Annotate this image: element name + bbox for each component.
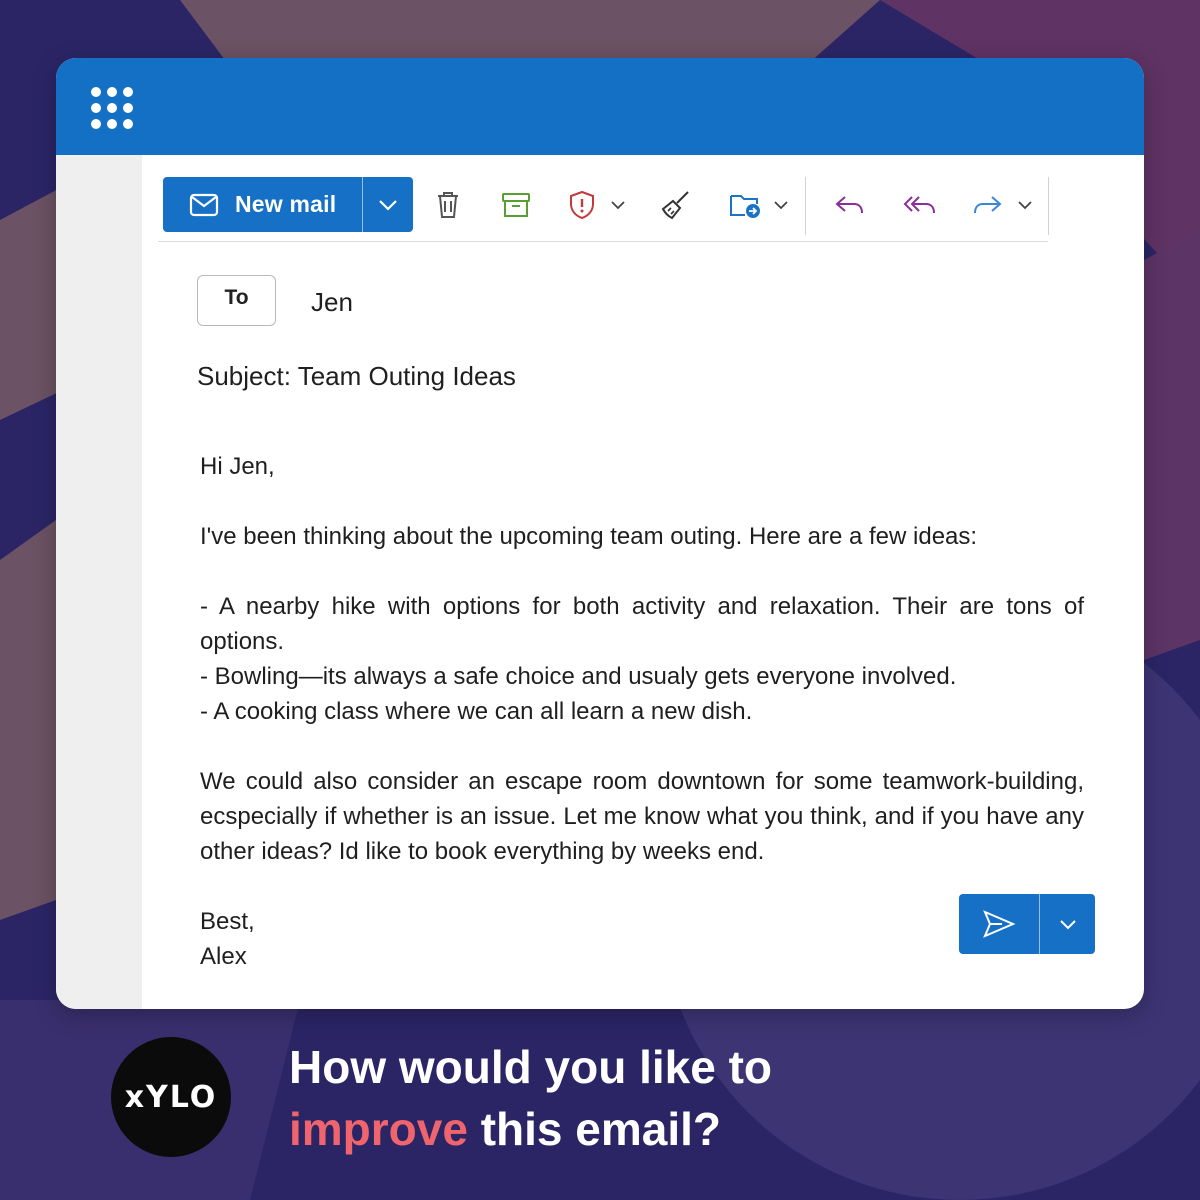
idea-item: - A cooking class where we can all learn a new dish.	[200, 698, 753, 725]
mail-icon	[189, 193, 219, 217]
new-mail-button[interactable]	[163, 177, 363, 232]
greeting: Hi Jen,	[200, 453, 275, 480]
forward-button[interactable]	[964, 187, 1040, 223]
chevron-down-icon	[610, 200, 626, 210]
archive-button[interactable]	[496, 187, 536, 223]
toolbar	[158, 171, 1048, 242]
recipient-field[interactable]: Jen	[311, 287, 353, 317]
app-launcher-icon[interactable]	[91, 87, 133, 129]
send-split-button	[959, 894, 1095, 954]
delete-button[interactable]	[428, 187, 468, 223]
idea-item: - A nearby hike with options for both activity and relaxation. Their are tons of options.	[200, 593, 1084, 655]
send-icon	[982, 909, 1016, 939]
send-options-button[interactable]	[1040, 894, 1095, 954]
new-mail-options-button[interactable]	[363, 177, 413, 232]
move-folder-icon	[729, 190, 763, 220]
closing-paragraph: We could also consider an escape room downtown for some teamwork-building, ecspecially if whether is an issue. Let me know what you think, and if you have any other ideas? Id like to book everything by weeks end.	[200, 768, 1084, 865]
title-bar	[56, 58, 1144, 155]
chevron-down-icon	[378, 199, 398, 211]
mail-window	[56, 58, 1144, 1009]
reply-button[interactable]	[830, 187, 870, 223]
reply-all-button[interactable]	[898, 187, 942, 223]
new-mail-split-button	[163, 177, 413, 232]
left-rail	[56, 155, 142, 1009]
send-button[interactable]	[959, 894, 1040, 954]
forward-icon	[971, 193, 1003, 217]
signoff: Best,	[200, 908, 255, 935]
cta-rest: this email?	[480, 1103, 722, 1155]
move-to-button[interactable]	[724, 187, 794, 223]
toolbar-divider	[1048, 177, 1049, 235]
intro-paragraph: I've been thinking about the upcoming team outing. Here are a few ideas:	[200, 523, 978, 550]
trash-icon	[434, 190, 462, 220]
subject-field[interactable]: Subject: Team Outing Ideas	[197, 361, 516, 391]
new-mail-label: New mail	[235, 191, 337, 217]
chevron-down-icon	[773, 200, 789, 210]
report-shield-icon	[568, 190, 596, 220]
sweep-broom-icon	[660, 189, 692, 221]
idea-item: - Bowling—its always a safe choice and usualy gets everyone involved.	[200, 663, 957, 690]
toolbar-divider	[805, 177, 806, 235]
cta-line-2	[289, 1098, 772, 1160]
to-button[interactable]: To	[197, 275, 276, 326]
report-button[interactable]	[562, 187, 632, 223]
chevron-down-icon	[1017, 200, 1033, 210]
message-body[interactable]	[200, 449, 1084, 974]
cta-line-1: How would you like to	[289, 1041, 772, 1093]
reply-icon	[834, 193, 866, 217]
chevron-down-icon	[1059, 919, 1077, 930]
sweep-button[interactable]	[656, 187, 696, 223]
xylo-logo: xYLO	[111, 1037, 231, 1157]
call-to-action-heading	[289, 1036, 772, 1160]
cta-highlight-word: improve	[289, 1103, 468, 1155]
signature: Alex	[200, 943, 247, 970]
archive-icon	[501, 191, 531, 219]
reply-all-icon	[902, 193, 938, 217]
